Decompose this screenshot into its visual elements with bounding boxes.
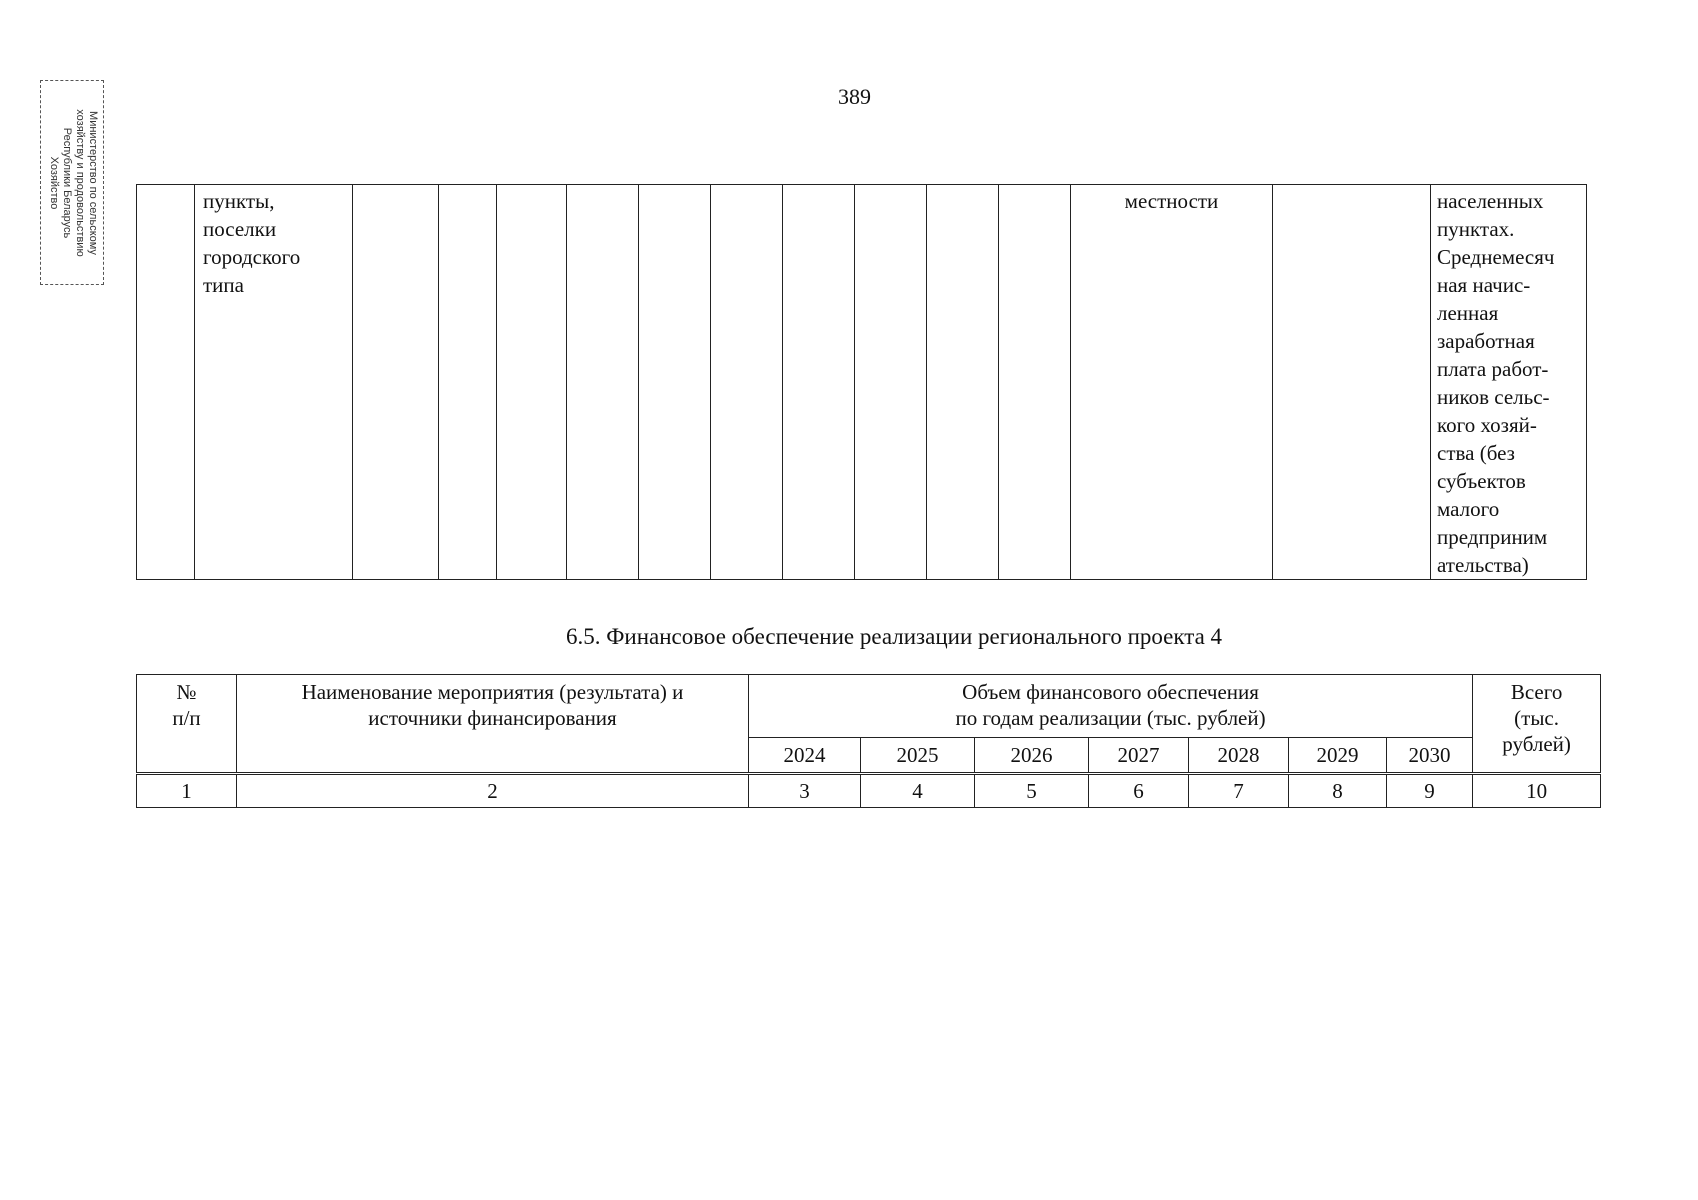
column-number-cell: 5: [975, 774, 1089, 808]
column-number-cell: 2: [237, 774, 749, 808]
cell-line: Среднемесяч: [1437, 245, 1555, 269]
cell-line: поселки: [203, 217, 277, 241]
cell-line: заработная: [1437, 329, 1535, 353]
stamp-line: Республики Беларусь: [61, 127, 73, 239]
table-cell: [353, 185, 439, 580]
total-header: [1473, 675, 1601, 774]
cell-line: субъектов: [1437, 469, 1526, 493]
cell-line: типа: [203, 273, 244, 297]
finance-table: [136, 674, 1601, 808]
page-number: 389: [838, 84, 871, 109]
table-cell: [999, 185, 1071, 580]
cell-line: ленная: [1437, 301, 1499, 325]
cell-line: пунктах.: [1437, 217, 1515, 241]
cell-line: ства (без: [1437, 441, 1515, 465]
cell-line: плата работ-: [1437, 357, 1549, 381]
cell-line: ная начис-: [1437, 273, 1531, 297]
header-line: источники финансирования: [368, 706, 617, 730]
table-cell: [927, 185, 999, 580]
table-cell: [1273, 185, 1431, 580]
indicator-description-cell: [1431, 185, 1587, 580]
cell-line: ников сельс-: [1437, 385, 1550, 409]
stamp-text: [47, 83, 99, 283]
column-number-cell: 8: [1289, 774, 1387, 808]
header-line: (тыс.: [1514, 706, 1560, 730]
header-line: п/п: [172, 706, 201, 730]
section-title: 6.5. Финансовое обеспечение реализации регионального проекта 4: [565, 624, 1223, 649]
stamp-line: Хозяйство: [48, 156, 60, 210]
column-number-cell: 10: [1473, 774, 1601, 808]
year-header: 2024: [749, 738, 861, 774]
header-line: №: [176, 680, 197, 704]
table-cell: [567, 185, 639, 580]
cell-line: ательства): [1437, 553, 1529, 577]
year-header: 2025: [861, 738, 975, 774]
stamp-line: хозяйству и продовольствию: [74, 109, 86, 257]
year-header: 2029: [1289, 738, 1387, 774]
year-header: 2030: [1387, 738, 1473, 774]
table-cell: [439, 185, 497, 580]
column-number-cell: 3: [749, 774, 861, 808]
cell-line: пункты,: [203, 189, 275, 213]
year-header: 2027: [1089, 738, 1189, 774]
cell-line: кого хозяй-: [1437, 413, 1537, 437]
table-cell: [639, 185, 711, 580]
header-row: [137, 675, 1601, 738]
continuation-table: [136, 184, 1587, 580]
table-cell: [497, 185, 567, 580]
header-line: по годам реализации (тыс. рублей): [955, 706, 1266, 730]
column-number-cell: 4: [861, 774, 975, 808]
cell-line: городского: [203, 245, 301, 269]
header-line: рублей): [1502, 732, 1571, 756]
column-number-cell: 1: [137, 774, 237, 808]
cell-line: населенных: [1437, 189, 1544, 213]
cell-line: предприним: [1437, 525, 1548, 549]
stamp-line: Министерство по сельскому: [87, 111, 99, 255]
column-number-cell: 9: [1387, 774, 1473, 808]
locality-cell: местности: [1071, 185, 1273, 580]
number-header: [137, 675, 237, 774]
table-cell: [855, 185, 927, 580]
table-row: [137, 185, 1587, 580]
table-cell: [711, 185, 783, 580]
column-number-cell: 7: [1189, 774, 1289, 808]
table-cell: [783, 185, 855, 580]
column-number-cell: 6: [1089, 774, 1189, 808]
settlement-type-cell: [195, 185, 353, 580]
funding-volume-header: [749, 675, 1473, 738]
numbering-row: [137, 774, 1601, 808]
activity-name-header: [237, 675, 749, 774]
cell-line: малого: [1437, 497, 1500, 521]
header-line: Наименование мероприятия (результата) и: [301, 680, 684, 704]
header-line: Объем финансового обеспечения: [962, 680, 1259, 704]
header-line: Всего: [1510, 680, 1563, 704]
year-header: 2026: [975, 738, 1089, 774]
year-header: 2028: [1189, 738, 1289, 774]
table-cell: [137, 185, 195, 580]
archive-stamp: [40, 80, 104, 285]
